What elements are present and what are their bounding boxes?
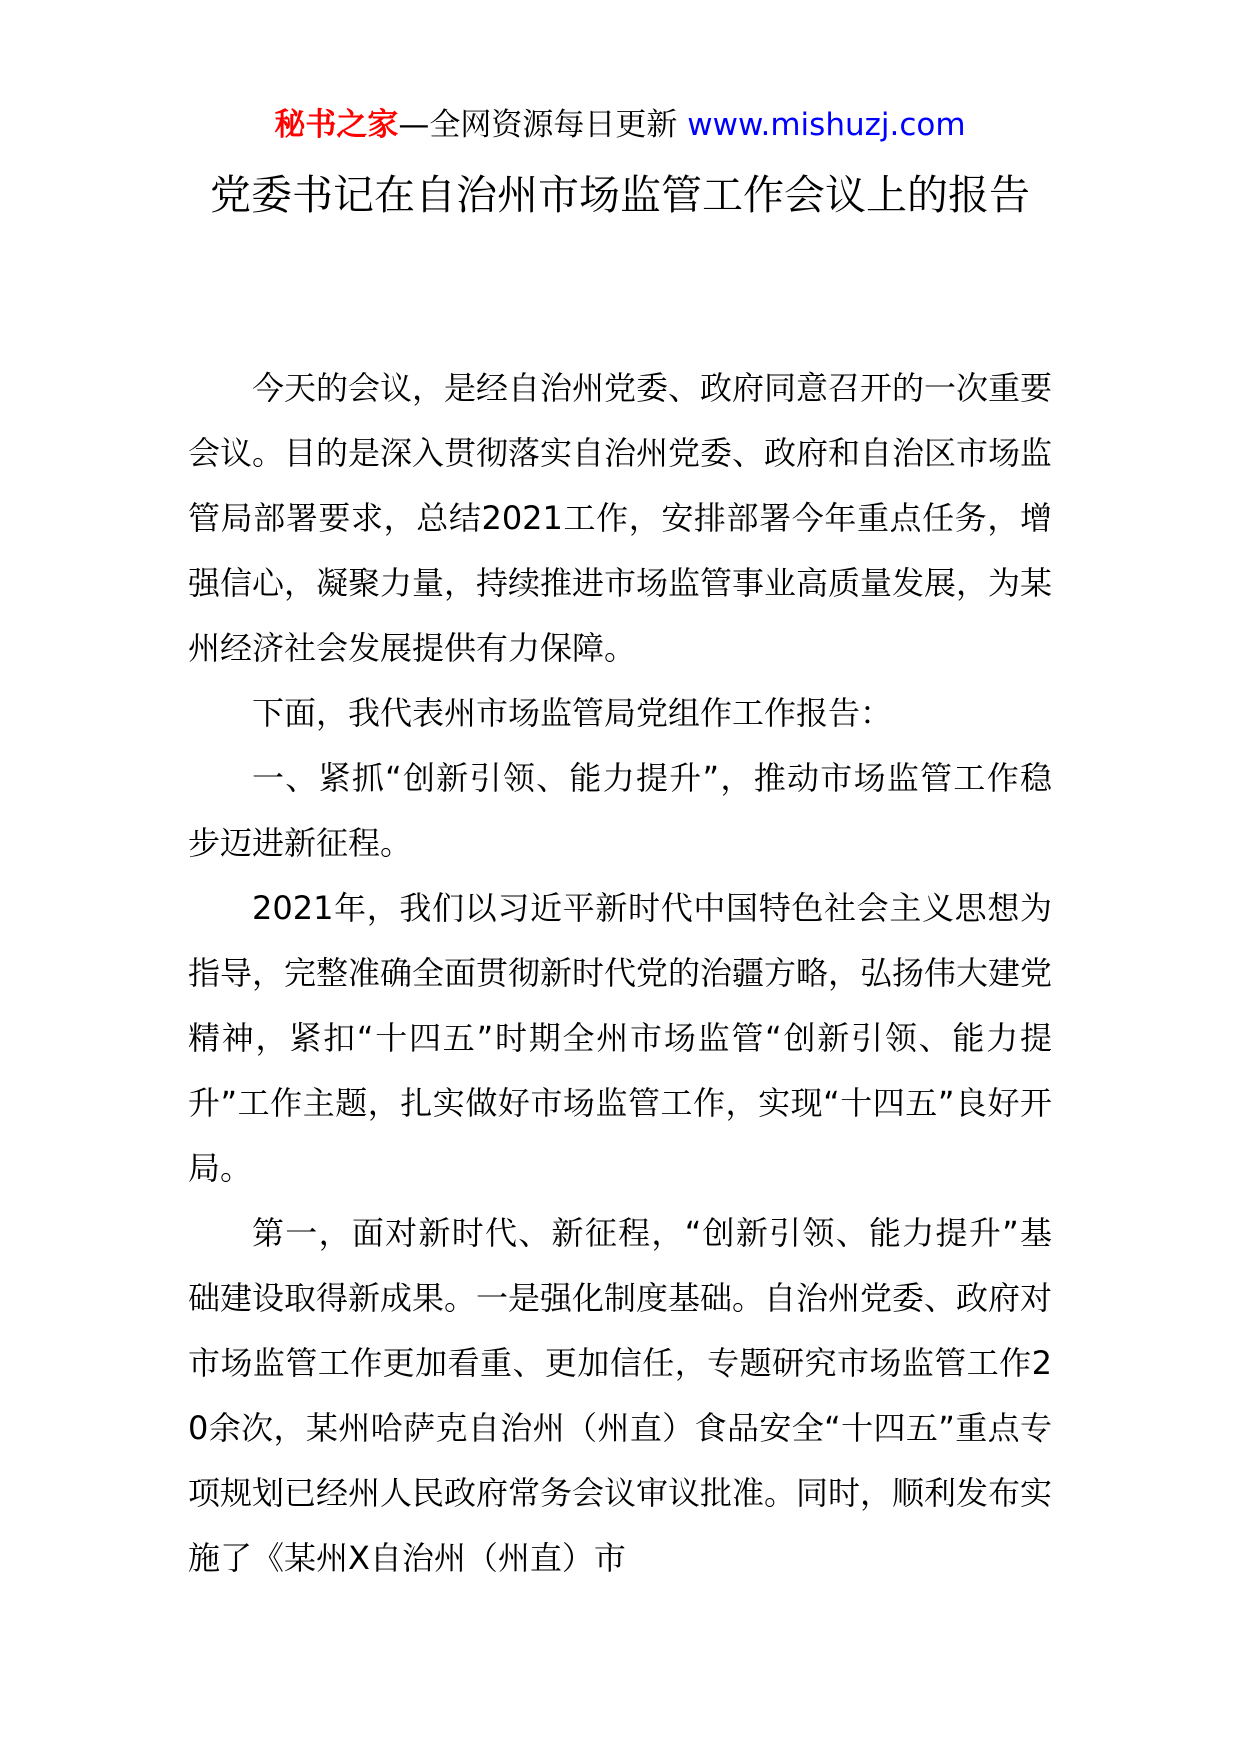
site-header xyxy=(0,100,1240,150)
paragraph-first-point: 第一，面对新时代、新征程，“创新引领、能力提升”基础建设取得新成果。一是强化制度基础。自治州党委、政府对市场监管工作更加看重、更加信任，专题研究市场监管工作20余次，某州哈萨克自治州（州直）食品安全“十四五”重点专项规划已经州人民政府常务会议审议批准。同时，顺利发布实施了《某州X自治州（州直）市 xyxy=(188,1214,1053,1577)
document-body xyxy=(188,356,1052,1591)
paragraph-intro: 今天的会议，是经自治州党委、政府同意召开的一次重要会议。目的是深入贯彻落实自治州党委、政府和自治区市场监管局部署要求，总结2021工作，安排部署今年重点任务，增强信心，凝聚力量，持续推进市场监管事业高质量发展，为某州经济社会发展提供有力保障。 xyxy=(188,369,1053,667)
header-slogan: —全网资源每日更新 xyxy=(398,107,688,143)
document-title: 党委书记在自治州市场监管工作会议上的报告 xyxy=(210,171,1030,219)
header-brand: 秘书之家 xyxy=(274,107,399,143)
section-heading-1: 一、紧抓“创新引领、能力提升”，推动市场监管工作稳步迈进新征程。 xyxy=(188,759,1052,862)
header-url-link[interactable]: www.mishuzj.com xyxy=(687,107,966,143)
paragraph-report-lead: 下面，我代表州市场监管局党组作工作报告： xyxy=(252,694,893,732)
paragraph-2021-summary: 2021年，我们以习近平新时代中国特色社会主义思想为指导，完整准确全面贯彻新时代党的治疆方略，弘扬伟大建党精神，紧扣“十四五”时期全州市场监管“创新引领、能力提升”工作主题，扎实做好市场监管工作，实现“十四五”良好开局。 xyxy=(188,889,1053,1187)
